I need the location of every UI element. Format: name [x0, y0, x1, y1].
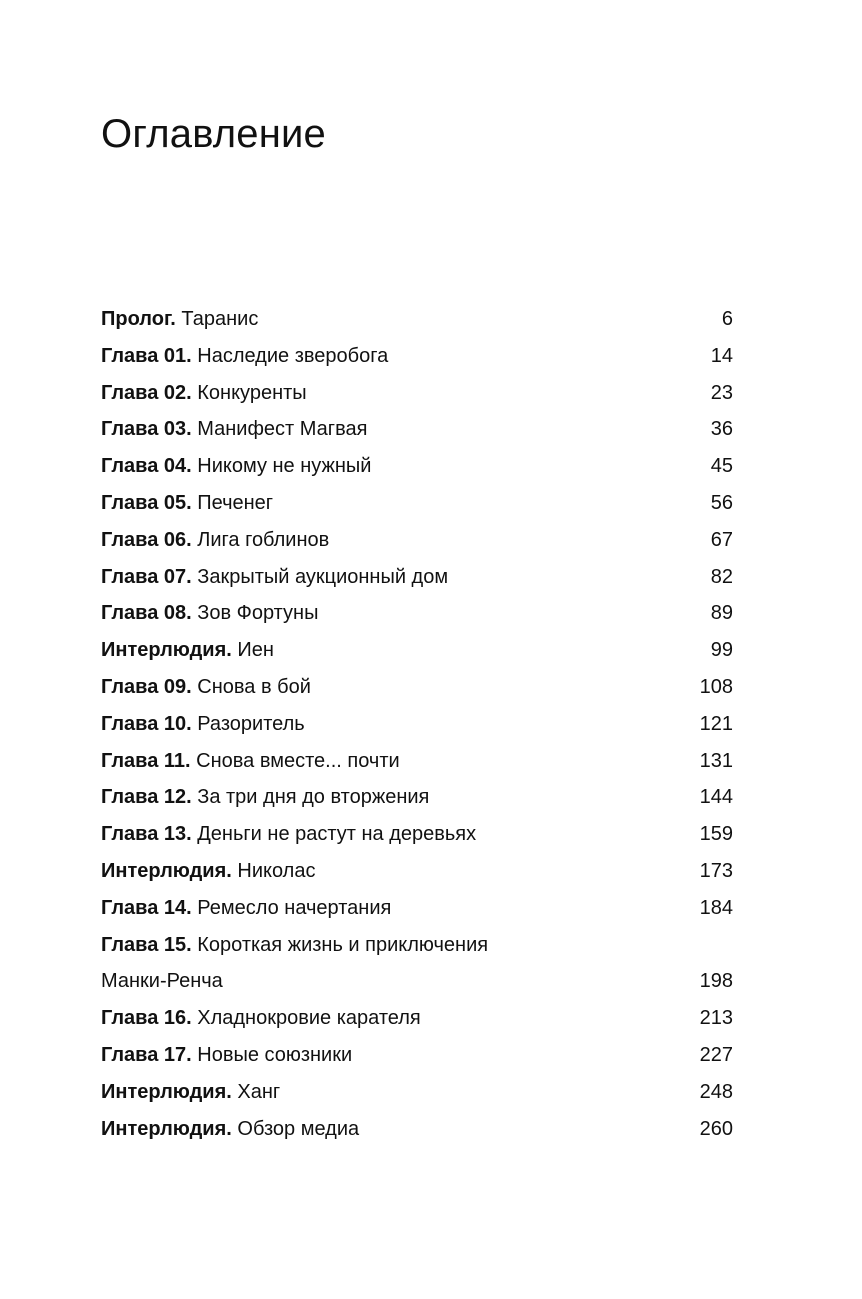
toc-entry-name: Хладнокровие карателя: [197, 1007, 421, 1030]
toc-entry-page: 159: [699, 823, 733, 846]
toc-entry-name: Снова в бой: [197, 675, 311, 698]
toc-entry-name: За три дня до вторжения: [197, 786, 430, 809]
toc-entry: [101, 1000, 733, 1037]
toc-entry: [101, 632, 733, 669]
toc-entry-name: Манифест Магвая: [197, 418, 368, 441]
toc-entry-page: 213: [699, 1007, 733, 1030]
toc-entry-text: [101, 669, 673, 706]
toc-entry: [101, 411, 733, 448]
toc-entry-name: Печенег: [197, 491, 274, 514]
toc-entry: [101, 559, 733, 596]
toc-entry-label: Глава 05.: [101, 491, 192, 514]
toc-entry-text: [101, 485, 673, 522]
toc-entry-name: Разоритель: [197, 712, 305, 735]
toc-entry-page: 99: [710, 639, 733, 662]
toc-entry: [101, 743, 733, 780]
toc-entry-text: [101, 559, 673, 596]
toc-entry-text: [101, 1111, 673, 1148]
toc-entry-label: Интерлюдия.: [101, 1080, 232, 1103]
toc-entry-page: 23: [710, 381, 733, 404]
table-of-contents: [101, 301, 733, 1147]
toc-entry: [101, 338, 733, 375]
toc-entry-page: 6: [721, 308, 733, 330]
toc-entry: [101, 779, 733, 816]
toc-entry-name: Обзор медиа: [237, 1117, 360, 1140]
toc-entry-text: [101, 375, 673, 412]
toc-entry-name: Деньги не растут на деревьях: [197, 823, 477, 846]
toc-entry: [101, 595, 733, 632]
toc-entry-text: [101, 301, 673, 338]
toc-entry-text: [101, 448, 673, 485]
toc-entry-text: [101, 779, 673, 816]
toc-entry-name: Никому не нужный: [197, 455, 372, 478]
toc-entry-label: Глава 17.: [101, 1043, 192, 1066]
toc-entry-label: Глава 15.: [101, 933, 192, 956]
toc-entry-page: 184: [699, 896, 733, 919]
toc-entry-text: [101, 706, 673, 743]
toc-entry-name: Иен: [237, 639, 274, 662]
toc-entry-label: Глава 14.: [101, 896, 192, 919]
toc-entry-page: 108: [699, 675, 733, 698]
toc-entry-text: [101, 595, 673, 632]
toc-entry-name: Зов Фортуны: [197, 602, 319, 625]
toc-entry-text: [101, 1037, 673, 1074]
toc-entry: [101, 669, 733, 706]
toc-entry-text: [101, 1000, 673, 1037]
toc-entry-label: Глава 11.: [101, 749, 191, 772]
toc-entry-label: Глава 01.: [101, 344, 192, 367]
toc-entry-text: [101, 816, 673, 853]
toc-entry-page: 45: [710, 455, 733, 478]
toc-entry-label: Глава 04.: [101, 455, 192, 478]
toc-entry-text: [101, 632, 673, 669]
toc-entry-text: [101, 338, 673, 375]
toc-entry: [101, 853, 733, 890]
toc-entry-label: Интерлюдия.: [101, 859, 232, 882]
toc-entry-page: 121: [699, 712, 733, 735]
toc-entry-label: Глава 16.: [101, 1007, 192, 1030]
toc-entry-text: [101, 411, 673, 448]
toc-entry-page: 67: [710, 528, 733, 551]
toc-entry-text: [101, 853, 673, 890]
toc-entry: [101, 301, 733, 338]
toc-entry-name: Лига гоблинов: [197, 528, 330, 551]
toc-entry: [101, 890, 733, 927]
toc-entry-page: 260: [699, 1117, 733, 1140]
toc-entry: [101, 448, 733, 485]
toc-entry-name: Новые союзники: [197, 1043, 353, 1066]
toc-entry-name: Николас: [237, 859, 316, 882]
toc-entry-page: 89: [710, 602, 733, 625]
toc-entry-label: Глава 06.: [101, 528, 192, 551]
toc-entry: [101, 927, 733, 964]
toc-entry-label: Глава 03.: [101, 418, 192, 441]
toc-entry-label: Глава 12.: [101, 786, 192, 809]
toc-entry-page: 36: [710, 418, 733, 441]
toc-entry: [101, 375, 733, 412]
toc-entry-label: Пролог.: [101, 308, 176, 330]
toc-entry: [101, 706, 733, 743]
toc-entry-text: [101, 927, 673, 964]
toc-entry: [101, 1074, 733, 1111]
toc-entry-text: [101, 963, 673, 1000]
toc-entry-page: 82: [710, 565, 733, 588]
toc-entry-page: 56: [710, 491, 733, 514]
toc-entry-text: [101, 890, 673, 927]
toc-entry-page: 14: [710, 344, 733, 367]
toc-entry-label: Интерлюдия.: [101, 639, 232, 662]
toc-entry-name: Закрытый аукционный дом: [197, 565, 449, 588]
page-title: Оглавление: [101, 112, 327, 156]
toc-entry-label: Глава 10.: [101, 712, 192, 735]
toc-entry-name: Ханг: [237, 1080, 281, 1103]
toc-entry: [101, 816, 733, 853]
toc-entry-name: Конкуренты: [197, 381, 307, 404]
toc-entry-label: Глава 09.: [101, 675, 192, 698]
toc-entry-continuation: [101, 963, 733, 1000]
toc-entry-text: [101, 1074, 673, 1111]
toc-entry-label: Глава 08.: [101, 602, 192, 625]
toc-entry-name: Короткая жизнь и приключения: [197, 933, 489, 956]
toc-entry-name: Снова вместе... почти: [196, 749, 400, 772]
toc-entry-page: 227: [699, 1043, 733, 1066]
toc-entry-name: Таранис: [181, 308, 259, 330]
toc-entry-name: Ремесло начертания: [197, 896, 392, 919]
toc-entry-page: 248: [699, 1080, 733, 1103]
toc-entry-label: Глава 07.: [101, 565, 192, 588]
toc-entry-page: 198: [699, 970, 733, 993]
toc-entry-page: 173: [699, 859, 733, 882]
toc-entry-name: Манки-Ренча: [101, 970, 223, 993]
toc-entry: [101, 522, 733, 559]
toc-entry-label: Глава 02.: [101, 381, 192, 404]
toc-entry-name: Наследие зверобога: [197, 344, 389, 367]
toc-entry-label: Интерлюдия.: [101, 1117, 232, 1140]
toc-entry-label: Глава 13.: [101, 823, 192, 846]
toc-entry: [101, 1111, 733, 1148]
toc-entry-text: [101, 522, 673, 559]
toc-entry-page: 131: [699, 749, 733, 772]
toc-entry: [101, 1037, 733, 1074]
toc-entry-text: [101, 743, 673, 780]
toc-entry-page: 144: [699, 786, 733, 809]
toc-entry: [101, 485, 733, 522]
